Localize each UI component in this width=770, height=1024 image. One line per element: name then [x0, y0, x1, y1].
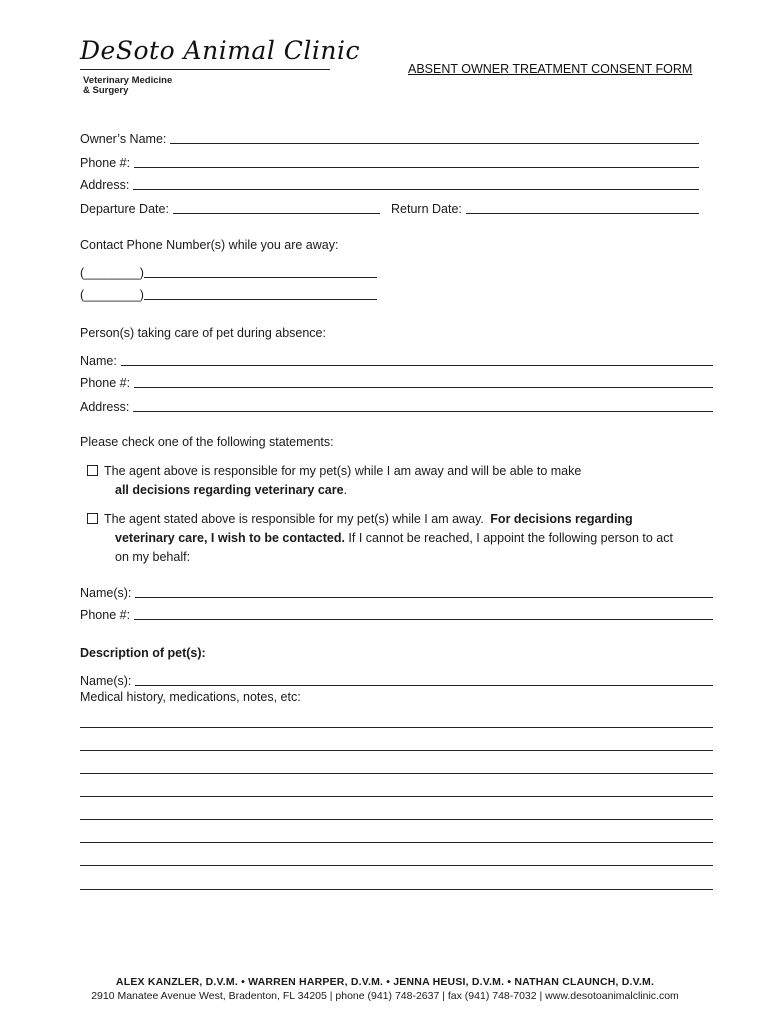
area-code-prefix-2: (________) — [80, 288, 144, 302]
caretaker-name-field[interactable] — [121, 353, 713, 366]
notes-line-2[interactable] — [80, 750, 713, 751]
notes-line-4[interactable] — [80, 796, 713, 797]
notes-line-3[interactable] — [80, 773, 713, 774]
caretaker-phone-label: Phone #: — [80, 376, 131, 390]
contact-heading: Contact Phone Number(s) while you are away: — [80, 238, 339, 252]
checkbox-option-1[interactable] — [87, 465, 98, 476]
option-1-bold: all decisions regarding veterinary care — [115, 483, 344, 497]
notes-line-1[interactable] — [80, 727, 713, 728]
clinic-logo — [80, 36, 360, 98]
footer-address: 2910 Manatee Avenue West, Bradenton, FL 34205 | phone (941) 748-2637 | fax (941) 748-7032 | www.desotoanimalclinic.com — [91, 990, 679, 1002]
contact-phone-row-2 — [80, 286, 377, 302]
notes-line-8[interactable] — [80, 889, 713, 890]
caretaker-address-field[interactable] — [133, 399, 713, 412]
checkbox-option-2[interactable] — [87, 513, 98, 524]
owner-address-label: Address: — [80, 178, 130, 192]
statement-option-1 — [87, 462, 727, 500]
footer-doctors: ALEX KANZLER, D.V.M. • WARREN HARPER, D.V.M. • JENNA HEUSI, D.V.M. • NATHAN CLAUNCH, D.V.M. — [115, 976, 655, 988]
owner-address-field[interactable] — [133, 177, 699, 190]
option-2-text: The agent stated above is responsible for my pet(s) while I am away. — [104, 512, 484, 526]
appointee-names-field[interactable] — [135, 585, 713, 598]
notes-line-5[interactable] — [80, 819, 713, 820]
caretaker-name-row — [80, 352, 713, 368]
notes-line-6[interactable] — [80, 842, 713, 843]
caretaker-phone-row — [80, 374, 713, 390]
notes-line-7[interactable] — [80, 865, 713, 866]
return-date-field[interactable] — [466, 201, 699, 214]
departure-date-row — [80, 200, 380, 216]
option-1-text: The agent above is responsible for my pet(s) while I am away and will be able to make — [104, 464, 582, 478]
tagline-line-2: & Surgery — [83, 85, 129, 96]
tagline-line-1: Veterinary Medicine — [83, 75, 173, 86]
area-code-prefix-1: (________) — [80, 266, 144, 280]
pet-names-row — [80, 672, 713, 688]
return-date-row — [391, 200, 699, 216]
clinic-name: DeSoto Animal Clinic — [80, 36, 360, 65]
caretaker-phone-field[interactable] — [134, 375, 713, 388]
caretaker-address-label: Address: — [80, 400, 130, 414]
medical-history-label: Medical history, medications, notes, etc: — [80, 690, 301, 704]
owner-phone-row — [80, 154, 699, 170]
appointee-names-label: Name(s): — [80, 586, 132, 600]
option-1-end: . — [343, 483, 348, 497]
contact-phone-field-1[interactable] — [144, 265, 377, 278]
statement-option-2: The agent stated above is responsible for my pet(s) while I am away. For decisions regarding veterinary care, I wish to be contacted. If I cannot be reached, I appoint the following person to act on my behalf: — [87, 510, 727, 567]
owner-phone-field[interactable] — [134, 155, 699, 168]
owner-name-row — [80, 130, 699, 146]
owner-address-row — [80, 176, 699, 192]
clinic-tagline — [83, 76, 172, 96]
caretaker-address-row — [80, 398, 713, 414]
owner-name-label: Owner’s Name: — [80, 132, 167, 146]
caretaker-heading: Person(s) taking care of pet during absence: — [80, 326, 326, 340]
return-date-label: Return Date: — [391, 202, 462, 216]
pet-names-field[interactable] — [135, 673, 713, 686]
form-title: ABSENT OWNER TREATMENT CONSENT FORM — [408, 62, 693, 76]
appointee-names-row — [80, 584, 713, 600]
appointee-phone-label: Phone #: — [80, 608, 131, 622]
caretaker-name-label: Name: — [80, 354, 117, 368]
contact-phone-row-1 — [80, 264, 377, 280]
owner-name-field[interactable] — [170, 131, 699, 144]
departure-date-label: Departure Date: — [80, 202, 169, 216]
contact-phone-field-2[interactable] — [144, 287, 377, 300]
departure-date-field[interactable] — [173, 201, 380, 214]
pet-names-label: Name(s): — [80, 674, 132, 688]
pets-heading: Description of pet(s): — [80, 646, 206, 660]
appointee-phone-row — [80, 606, 713, 622]
statements-heading: Please check one of the following statements: — [80, 435, 334, 449]
appointee-phone-field[interactable] — [134, 607, 713, 620]
owner-phone-label: Phone #: — [80, 156, 131, 170]
logo-underline — [80, 69, 330, 70]
